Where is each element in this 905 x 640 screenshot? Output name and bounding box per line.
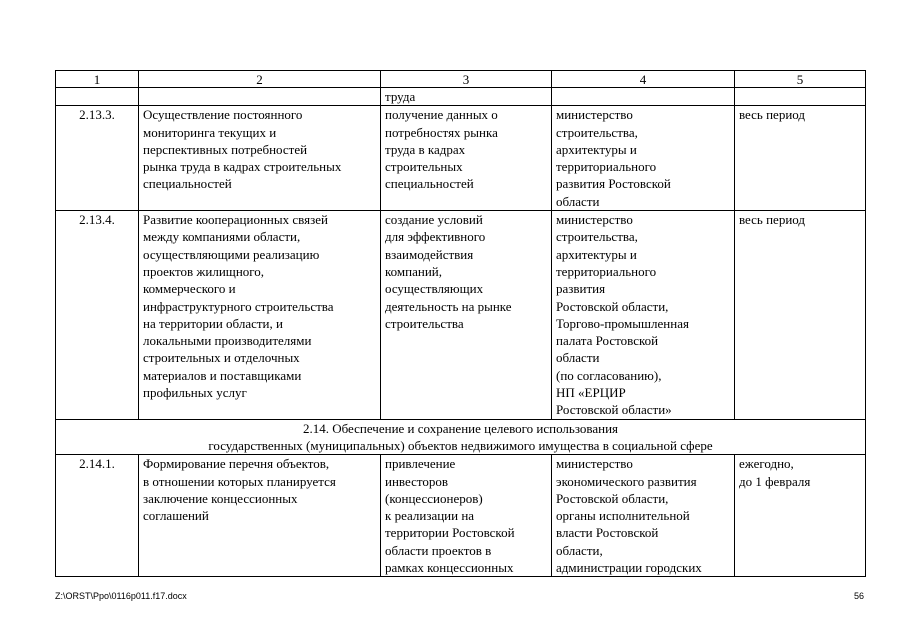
item-term: ежегодно, до 1 февраля xyxy=(735,455,866,577)
column-number-5: 5 xyxy=(735,71,866,88)
continuation-row xyxy=(56,88,866,106)
footer-page-number: 56 xyxy=(853,591,864,601)
item-number: 2.14.1. xyxy=(56,455,139,577)
column-number-1: 1 xyxy=(56,71,139,88)
footer-file-path: Z:\ORST\Ppo\0116p011.f17.docx xyxy=(55,591,187,601)
item-responsible: министерство строительства, архитектуры и территориального развития Ростовской области xyxy=(552,106,735,211)
continuation-text: труда xyxy=(381,88,552,106)
item-responsible: министерство строительства, архитектуры и территориального развития Ростовской области, Торгово-промышленная палата Ростовской области (по согласованию), НП «ЕРЦИР Ростовской области» xyxy=(552,211,735,420)
item-action: Формирование перечня объектов, в отношении которых планируется заключение концессионных соглашений xyxy=(139,455,381,577)
section-heading: 2.14. Обеспечение и сохранение целевого использования государственных (муниципальных) объектов недвижимого имущества в социальной сфере xyxy=(56,419,866,455)
item-number: 2.13.4. xyxy=(56,211,139,420)
table-header-row xyxy=(56,71,866,88)
column-number-2: 2 xyxy=(139,71,381,88)
item-responsible: министерство экономического развития Ростовской области, органы исполнительной власти Ростовской области, администрации городских xyxy=(552,455,735,577)
item-result: получение данных о потребностях рынка труда в кадрах строительных специальностей xyxy=(381,106,552,211)
table-row xyxy=(56,455,866,577)
column-number-4: 4 xyxy=(552,71,735,88)
section-heading-row xyxy=(56,419,866,455)
table-row xyxy=(56,106,866,211)
item-term: весь период xyxy=(735,106,866,211)
item-number: 2.13.3. xyxy=(56,106,139,211)
item-result: создание условий для эффективного взаимодействия компаний, осуществляющих деятельность на рынке строительства xyxy=(381,211,552,420)
item-result: привлечение инвесторов (концессионеров) к реализации на территории Ростовской области проектов в рамках концессионных xyxy=(381,455,552,577)
table-row xyxy=(56,211,866,420)
item-action: Развитие кооперационных связей между компаниями области, осуществляющими реализацию проектов жилищного, коммерческого и инфраструктурного строительства на территории области, и локальными производителями строительных и отделочных материалов и поставщиками профильных услуг xyxy=(139,211,381,420)
item-action: Осуществление постоянного мониторинга текущих и перспективных потребностей рынка труда в кадрах строительных специальностей xyxy=(139,106,381,211)
column-number-3: 3 xyxy=(381,71,552,88)
item-term: весь период xyxy=(735,211,866,420)
plan-table xyxy=(55,70,866,577)
